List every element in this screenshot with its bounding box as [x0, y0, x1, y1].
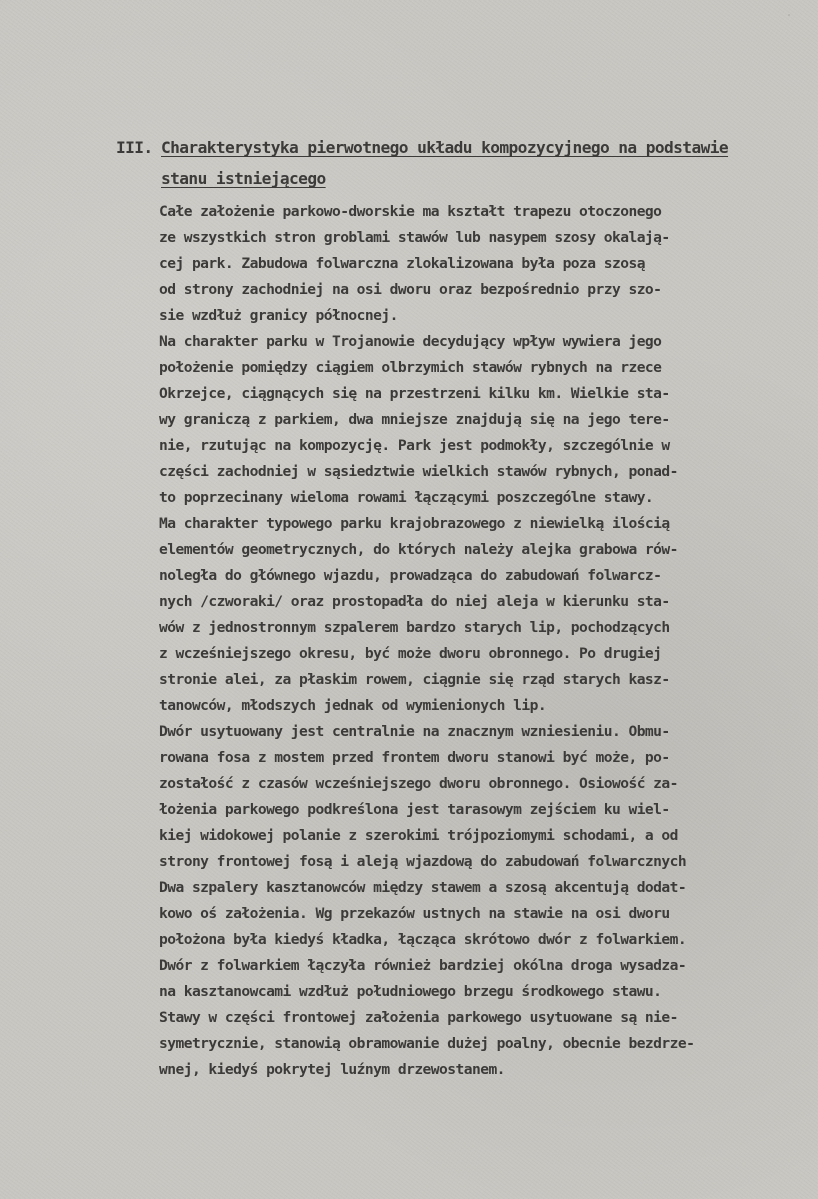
text-line: stronie alei, za płaskim rowem, ciągnie się rząd starych kasz- — [159, 671, 670, 688]
text-line: ze wszystkich stron groblami stawów lub nasypem szosy okalają- — [159, 229, 670, 246]
text-line: to poprzecinany wieloma rowami łączącymi poszczególne stawy. — [159, 489, 654, 506]
text-line: części zachodniej w sąsiedztwie wielkich stawów rybnych, ponad- — [159, 463, 678, 480]
body-text — [159, 199, 809, 1083]
section-title-line-1: Charakterystyka pierwotnego układu kompozycyjnego na podstawie — [161, 138, 729, 157]
text-line: Dwa szpalery kasztanowców między stawem a szosą akcentują dodat- — [159, 879, 687, 896]
text-line: Okrzejce, ciągnących się na przestrzeni kilku km. Wielkie sta- — [159, 385, 670, 402]
text-line: symetrycznie, stanowią obramowanie dużej poalny, obecnie bezdrze- — [159, 1035, 695, 1052]
section-heading — [116, 132, 796, 194]
text-line: położenie pomiędzy ciągiem olbrzymich stawów rybnych na rzece — [159, 359, 662, 376]
text-line: noległa do głównego wjazdu, prowadząca do zabudowań folwarcz- — [159, 567, 662, 584]
text-line: łożenia parkowego podkreślona jest tarasowym zejściem ku wiel- — [159, 801, 670, 818]
text-line: kowo oś założenia. Wg przekazów ustnych na stawie na osi dworu — [159, 905, 670, 922]
text-line: wów z jednostronnym szpalerem bardzo starych lip, pochodzących — [159, 619, 670, 636]
text-line: cej park. Zabudowa folwarczna zlokalizowana była poza szosą — [159, 255, 645, 272]
text-line: zostałość z czasów wcześniejszego dworu obronnego. Osiowość za- — [159, 775, 678, 792]
text-line: kiej widokowej polanie z szerokimi trójpoziomymi schodami, a od — [159, 827, 678, 844]
text-line: od strony zachodniej na osi dworu oraz bezpośrednio przy szo- — [159, 281, 662, 298]
text-line: sie wzdłuż granicy północnej. — [159, 307, 398, 324]
text-line: położona była kiedyś kładka, łącząca skrótowo dwór z folwarkiem. — [159, 931, 687, 948]
section-title-line-2: stanu istniejącego — [161, 169, 326, 188]
text-line: nie, rzutując na kompozycję. Park jest podmokły, szczególnie w — [159, 437, 670, 454]
text-line: tanowców, młodszych jednak od wymienionych lip. — [159, 697, 547, 714]
text-line: Ma charakter typowego parku krajobrazowego z niewielką ilością — [159, 515, 670, 532]
text-line: Na charakter parku w Trojanowie decydujący wpływ wywiera jego — [159, 333, 662, 350]
text-line: Stawy w części frontowej założenia parkowego usytuowane są nie- — [159, 1009, 678, 1026]
text-line: Dwór z folwarkiem łączyła również bardziej okólna droga wysadza- — [159, 957, 687, 974]
text-line: wnej, kiedyś pokrytej luźnym drzewostanem. — [159, 1061, 505, 1078]
text-line: z wcześniejszego okresu, być może dworu obronnego. Po drugiej — [159, 645, 662, 662]
section-number: III. — [116, 138, 153, 157]
text-line: elementów geometrycznych, do których należy alejka grabowa rów- — [159, 541, 678, 558]
text-line: rowana fosa z mostem przed frontem dworu stanowi być może, po- — [159, 749, 670, 766]
corner-mark-icon: ˙ — [786, 14, 793, 25]
text-line: na kasztanowcami wzdłuż południowego brzegu środkowego stawu. — [159, 983, 662, 1000]
text-line: Dwór usytuowany jest centralnie na znacznym wzniesieniu. Obmu- — [159, 723, 670, 740]
text-line: nych /czworaki/ oraz prostopadła do niej aleja w kierunku sta- — [159, 593, 670, 610]
text-line: strony frontowej fosą i aleją wjazdową do zabudowań folwarcznych — [159, 853, 687, 870]
text-line: Całe założenie parkowo-dworskie ma kształt trapezu otoczonego — [159, 203, 662, 220]
text-line: wy graniczą z parkiem, dwa mniejsze znajdują się na jego tere- — [159, 411, 670, 428]
